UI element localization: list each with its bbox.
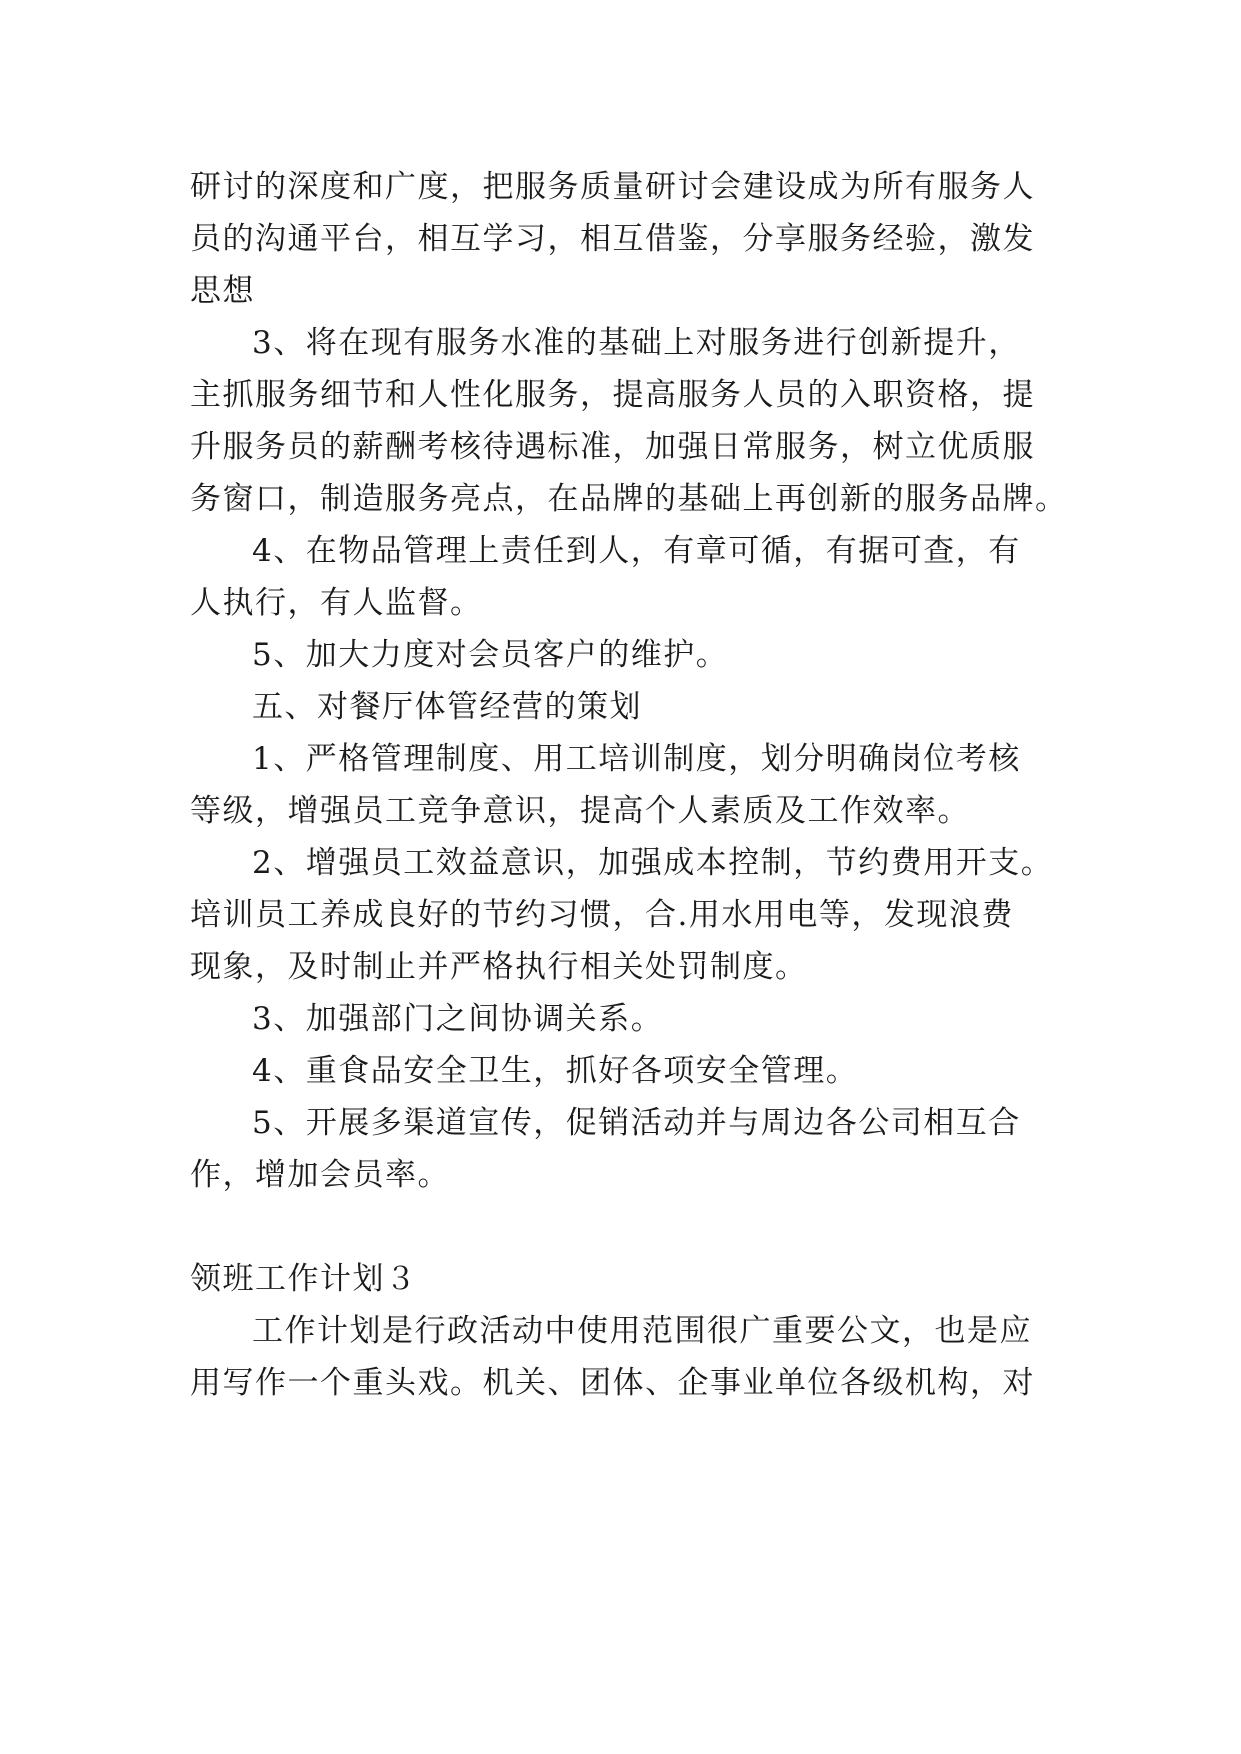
text-line: 4、重食品安全卫生，抓好各项安全管理。 [252,1053,859,1089]
text-line: 员的沟通平台，相互学习，相互借鉴，分享服务经验，激发 [190,221,1035,257]
text-line: 研讨的深度和广度，把服务质量研讨会建设成为所有服务人 [190,169,1035,205]
text-line: 培训员工养成良好的节约习惯，合.用水用电等，发现浪费 [190,897,1014,933]
text-line: 主抓服务细节和人性化服务，提高服务人员的入职资格，提 [190,377,1035,413]
text-line: 4、在物品管理上责任到人，有章可循，有据可查，有 [252,533,1021,569]
text-line: 2、增强员工效益意识，加强成本控制，节约费用开支。 [252,845,1054,881]
text-line: 3、将在现有服务水准的基础上对服务进行创新提升， [252,325,1021,361]
text-line: 升服务员的薪酬考核待遇标准，加强日常服务，树立优质服 [190,429,1035,465]
section-heading: 五、对餐厅体管经营的策划 [252,689,642,725]
text-line: 现象，及时制止并严格执行相关处罚制度。 [190,949,808,985]
document-title: 领班工作计划３ [190,1261,418,1297]
text-line: 5、开展多渠道宣传，促销活动并与周边各公司相互合 [252,1105,1021,1141]
text-line: 工作计划是行政活动中使用范围很广重要公文，也是应 [252,1313,1032,1349]
text-line: 务窗口，制造服务亮点，在品牌的基础上再创新的服务品牌。 [190,481,1068,517]
text-line: 思想 [190,273,255,309]
text-line: 等级，增强员工竞争意识，提高个人素质及工作效率。 [190,793,970,829]
text-line: 作，增加会员率。 [190,1157,450,1193]
text-line: 用写作一个重头戏。机关、团体、企事业单位各级机构，对 [190,1365,1035,1401]
text-line: 5、加大力度对会员客户的维护。 [252,637,729,673]
text-line: 1、严格管理制度、用工培训制度，划分明确岗位考核 [252,741,1021,777]
text-line: 人执行，有人监督。 [190,585,483,621]
text-line: 3、加强部门之间协调关系。 [252,1001,664,1037]
